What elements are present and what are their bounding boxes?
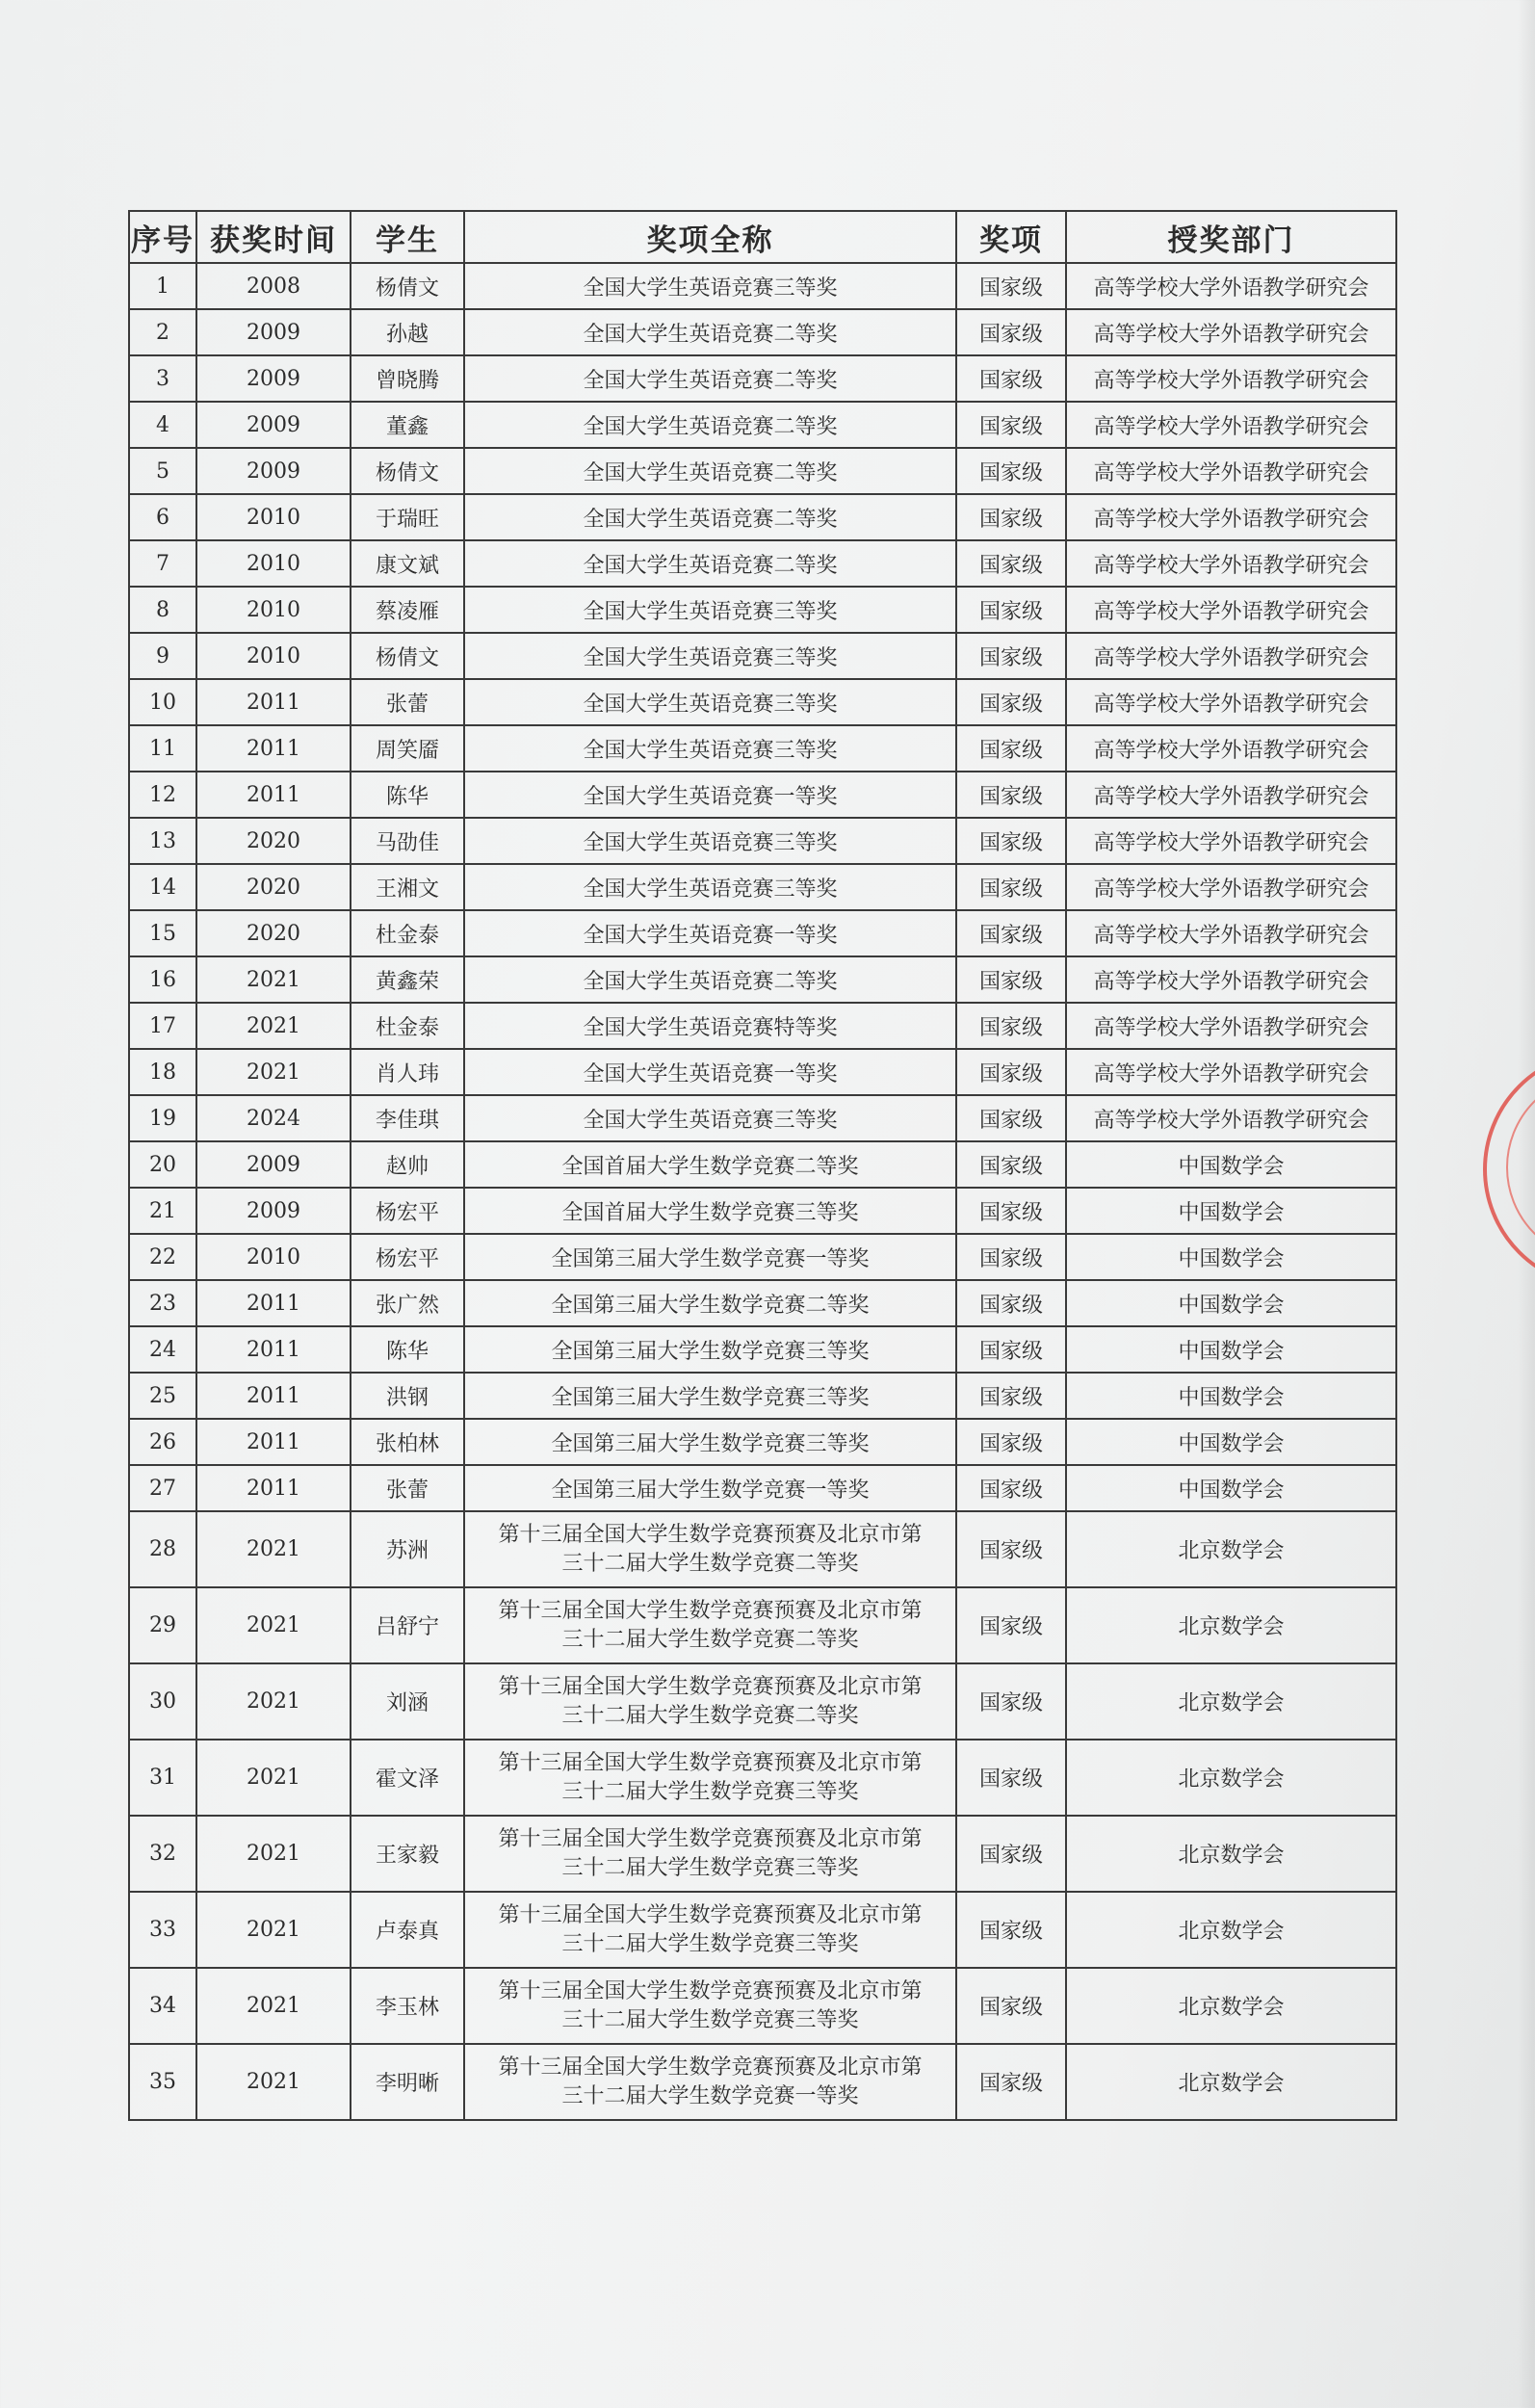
cell-no: 27: [129, 1465, 196, 1511]
cell-student: 董鑫: [351, 402, 464, 448]
cell-dept: 高等学校大学外语教学研究会: [1066, 494, 1396, 540]
cell-dept: 高等学校大学外语教学研究会: [1066, 1049, 1396, 1095]
award-line-2: 三十二届大学生数学竞赛一等奖: [561, 2083, 859, 2108]
cell-dept: 北京数学会: [1066, 1663, 1396, 1740]
cell-year: 2021: [196, 1049, 351, 1095]
cell-dept: 高等学校大学外语教学研究会: [1066, 309, 1396, 355]
table-row: [129, 263, 1396, 309]
cell-dept: 高等学校大学外语教学研究会: [1066, 402, 1396, 448]
cell-year: 2021: [196, 1892, 351, 1968]
table-row: [129, 910, 1396, 956]
cell-level: 国家级: [956, 910, 1066, 956]
cell-level: 国家级: [956, 818, 1066, 864]
cell-dept: 高等学校大学外语教学研究会: [1066, 633, 1396, 679]
cell-award: [464, 1816, 956, 1892]
cell-level: 国家级: [956, 1419, 1066, 1465]
cell-award: [464, 1892, 956, 1968]
red-seal-inner-ring: [1506, 1073, 1535, 1262]
table-row: [129, 1419, 1396, 1465]
cell-award: 全国大学生英语竞赛二等奖: [464, 355, 956, 402]
cell-year: 2021: [196, 1587, 351, 1663]
cell-level: 国家级: [956, 1465, 1066, 1511]
cell-student: 蔡凌雁: [351, 587, 464, 633]
cell-year: 2008: [196, 263, 351, 309]
award-line-1: 第十三届全国大学生数学竞赛预赛及北京市第: [498, 1598, 923, 1623]
award-line-2: 三十二届大学生数学竞赛二等奖: [561, 1551, 859, 1576]
cell-award: 全国大学生英语竞赛一等奖: [464, 910, 956, 956]
cell-dept: 中国数学会: [1066, 1373, 1396, 1419]
cell-no: 32: [129, 1816, 196, 1892]
table-row: [129, 1141, 1396, 1188]
cell-dept: 中国数学会: [1066, 1419, 1396, 1465]
cell-dept: 北京数学会: [1066, 1968, 1396, 2044]
cell-no: 11: [129, 725, 196, 772]
cell-award: 全国大学生英语竞赛三等奖: [464, 1095, 956, 1141]
cell-student: 李玉林: [351, 1968, 464, 2044]
cell-year: 2011: [196, 725, 351, 772]
cell-award: [464, 1511, 956, 1587]
cell-dept: 高等学校大学外语教学研究会: [1066, 725, 1396, 772]
cell-award: 全国第三届大学生数学竞赛一等奖: [464, 1234, 956, 1280]
cell-level: 国家级: [956, 1968, 1066, 2044]
cell-level: 国家级: [956, 1003, 1066, 1049]
cell-award: 全国大学生英语竞赛二等奖: [464, 540, 956, 587]
cell-year: 2021: [196, 1663, 351, 1740]
cell-level: 国家级: [956, 540, 1066, 587]
cell-award: 全国第三届大学生数学竞赛三等奖: [464, 1419, 956, 1465]
cell-year: 2020: [196, 910, 351, 956]
cell-award: 全国首届大学生数学竞赛二等奖: [464, 1141, 956, 1188]
table-row: [129, 1234, 1396, 1280]
red-seal-stamp: [1483, 1050, 1535, 1289]
cell-award: 全国大学生英语竞赛二等奖: [464, 448, 956, 494]
award-line-2: 三十二届大学生数学竞赛三等奖: [561, 1779, 859, 1804]
cell-level: 国家级: [956, 956, 1066, 1003]
cell-award: 全国大学生英语竞赛三等奖: [464, 587, 956, 633]
table-row: [129, 2044, 1396, 2120]
cell-student: 肖人玮: [351, 1049, 464, 1095]
cell-award: 全国大学生英语竞赛二等奖: [464, 956, 956, 1003]
cell-student: 杨倩文: [351, 448, 464, 494]
award-line-1: 第十三届全国大学生数学竞赛预赛及北京市第: [498, 1826, 923, 1851]
awards-table: [128, 210, 1397, 2121]
cell-no: 6: [129, 494, 196, 540]
cell-dept: 北京数学会: [1066, 1587, 1396, 1663]
cell-year: 2009: [196, 1188, 351, 1234]
cell-level: 国家级: [956, 448, 1066, 494]
cell-no: 26: [129, 1419, 196, 1465]
award-line-2: 三十二届大学生数学竞赛二等奖: [561, 1703, 859, 1728]
cell-no: 28: [129, 1511, 196, 1587]
cell-year: 2010: [196, 633, 351, 679]
cell-dept: 北京数学会: [1066, 2044, 1396, 2120]
cell-no: 34: [129, 1968, 196, 2044]
cell-award: [464, 1968, 956, 2044]
header-award-level: 奖项: [956, 211, 1066, 263]
cell-level: 国家级: [956, 1740, 1066, 1816]
award-line-2: 三十二届大学生数学竞赛三等奖: [561, 2007, 859, 2032]
table-row: [129, 1740, 1396, 1816]
cell-year: 2021: [196, 1968, 351, 2044]
cell-level: 国家级: [956, 1188, 1066, 1234]
cell-student: 陈华: [351, 1326, 464, 1373]
cell-year: 2009: [196, 355, 351, 402]
table-row: [129, 1892, 1396, 1968]
cell-award: 全国大学生英语竞赛三等奖: [464, 725, 956, 772]
header-row: [129, 211, 1396, 263]
cell-level: 国家级: [956, 1141, 1066, 1188]
table-row: [129, 1049, 1396, 1095]
cell-year: 2021: [196, 1816, 351, 1892]
header-student: 学生: [351, 211, 464, 263]
award-line-1: 第十三届全国大学生数学竞赛预赛及北京市第: [498, 1674, 923, 1699]
cell-no: 15: [129, 910, 196, 956]
cell-dept: 高等学校大学外语教学研究会: [1066, 864, 1396, 910]
cell-student: 卢泰真: [351, 1892, 464, 1968]
cell-student: 杜金泰: [351, 1003, 464, 1049]
cell-year: 2011: [196, 1373, 351, 1419]
cell-no: 3: [129, 355, 196, 402]
cell-no: 8: [129, 587, 196, 633]
table-row: [129, 1326, 1396, 1373]
cell-level: 国家级: [956, 1816, 1066, 1892]
cell-no: 24: [129, 1326, 196, 1373]
table-row: [129, 540, 1396, 587]
cell-no: 33: [129, 1892, 196, 1968]
cell-student: 张柏林: [351, 1419, 464, 1465]
cell-year: 2010: [196, 494, 351, 540]
cell-no: 4: [129, 402, 196, 448]
cell-level: 国家级: [956, 1049, 1066, 1095]
table-row: [129, 1587, 1396, 1663]
cell-no: 31: [129, 1740, 196, 1816]
cell-student: 黄鑫荣: [351, 956, 464, 1003]
cell-dept: 高等学校大学外语教学研究会: [1066, 1003, 1396, 1049]
cell-level: 国家级: [956, 864, 1066, 910]
cell-no: 1: [129, 263, 196, 309]
cell-dept: 高等学校大学外语教学研究会: [1066, 956, 1396, 1003]
table-body: [129, 263, 1396, 2120]
cell-student: 王家毅: [351, 1816, 464, 1892]
cell-student: 吕舒宁: [351, 1587, 464, 1663]
cell-level: 国家级: [956, 1234, 1066, 1280]
table-row: [129, 1663, 1396, 1740]
cell-year: 2021: [196, 956, 351, 1003]
cell-level: 国家级: [956, 1326, 1066, 1373]
cell-year: 2009: [196, 1141, 351, 1188]
cell-student: 杨宏平: [351, 1188, 464, 1234]
cell-award: 全国第三届大学生数学竞赛三等奖: [464, 1326, 956, 1373]
cell-year: 2010: [196, 540, 351, 587]
cell-award: 全国大学生英语竞赛一等奖: [464, 1049, 956, 1095]
cell-student: 李明晰: [351, 2044, 464, 2120]
cell-no: 9: [129, 633, 196, 679]
table-row: [129, 1095, 1396, 1141]
cell-level: 国家级: [956, 355, 1066, 402]
cell-dept: 中国数学会: [1066, 1465, 1396, 1511]
cell-year: 2009: [196, 402, 351, 448]
cell-dept: 北京数学会: [1066, 1511, 1396, 1587]
cell-year: 2011: [196, 772, 351, 818]
cell-student: 于瑞旺: [351, 494, 464, 540]
cell-no: 21: [129, 1188, 196, 1234]
cell-level: 国家级: [956, 1663, 1066, 1740]
cell-year: 2021: [196, 1511, 351, 1587]
award-line-2: 三十二届大学生数学竞赛二等奖: [561, 1627, 859, 1652]
cell-student: 刘涵: [351, 1663, 464, 1740]
cell-student: 康文斌: [351, 540, 464, 587]
cell-no: 23: [129, 1280, 196, 1326]
cell-dept: 高等学校大学外语教学研究会: [1066, 540, 1396, 587]
cell-no: 5: [129, 448, 196, 494]
cell-level: 国家级: [956, 1892, 1066, 1968]
table-row: [129, 309, 1396, 355]
cell-year: 2011: [196, 1419, 351, 1465]
cell-student: 苏洲: [351, 1511, 464, 1587]
cell-award: [464, 1587, 956, 1663]
cell-level: 国家级: [956, 402, 1066, 448]
cell-level: 国家级: [956, 494, 1066, 540]
cell-dept: 中国数学会: [1066, 1188, 1396, 1234]
cell-year: 2011: [196, 679, 351, 725]
cell-year: 2009: [196, 448, 351, 494]
cell-no: 18: [129, 1049, 196, 1095]
table-row: [129, 1003, 1396, 1049]
cell-dept: 高等学校大学外语教学研究会: [1066, 910, 1396, 956]
cell-dept: 高等学校大学外语教学研究会: [1066, 448, 1396, 494]
table-row: [129, 1465, 1396, 1511]
cell-no: 30: [129, 1663, 196, 1740]
cell-student: 马劭佳: [351, 818, 464, 864]
cell-award: 全国首届大学生数学竞赛三等奖: [464, 1188, 956, 1234]
cell-year: 2021: [196, 2044, 351, 2120]
award-line-1: 第十三届全国大学生数学竞赛预赛及北京市第: [498, 1750, 923, 1775]
cell-level: 国家级: [956, 263, 1066, 309]
cell-student: 曾晓腾: [351, 355, 464, 402]
cell-year: 2020: [196, 818, 351, 864]
cell-level: 国家级: [956, 587, 1066, 633]
cell-dept: 北京数学会: [1066, 1892, 1396, 1968]
cell-year: 2011: [196, 1465, 351, 1511]
cell-year: 2010: [196, 1234, 351, 1280]
cell-no: 10: [129, 679, 196, 725]
cell-no: 22: [129, 1234, 196, 1280]
cell-award: 全国大学生英语竞赛三等奖: [464, 633, 956, 679]
cell-award: 全国大学生英语竞赛三等奖: [464, 818, 956, 864]
cell-year: 2020: [196, 864, 351, 910]
cell-dept: 高等学校大学外语教学研究会: [1066, 587, 1396, 633]
cell-dept: 中国数学会: [1066, 1280, 1396, 1326]
cell-award: 全国大学生英语竞赛三等奖: [464, 679, 956, 725]
cell-level: 国家级: [956, 772, 1066, 818]
cell-student: 杜金泰: [351, 910, 464, 956]
cell-award: [464, 1663, 956, 1740]
cell-dept: 高等学校大学外语教学研究会: [1066, 263, 1396, 309]
cell-no: 13: [129, 818, 196, 864]
award-line-2: 三十二届大学生数学竞赛三等奖: [561, 1855, 859, 1880]
cell-dept: 高等学校大学外语教学研究会: [1066, 355, 1396, 402]
cell-no: 35: [129, 2044, 196, 2120]
cell-award: 全国大学生英语竞赛三等奖: [464, 263, 956, 309]
cell-student: 王湘文: [351, 864, 464, 910]
header-awarding-dept: 授奖部门: [1066, 211, 1396, 263]
header-award-full-name: 奖项全称: [464, 211, 956, 263]
table-row: [129, 1188, 1396, 1234]
cell-student: 霍文泽: [351, 1740, 464, 1816]
cell-student: 张蕾: [351, 679, 464, 725]
cell-level: 国家级: [956, 1095, 1066, 1141]
cell-dept: 中国数学会: [1066, 1234, 1396, 1280]
cell-award: 全国大学生英语竞赛特等奖: [464, 1003, 956, 1049]
cell-award: 全国第三届大学生数学竞赛三等奖: [464, 1373, 956, 1419]
cell-award: 全国大学生英语竞赛二等奖: [464, 309, 956, 355]
award-line-1: 第十三届全国大学生数学竞赛预赛及北京市第: [498, 1978, 923, 2003]
cell-award: 全国大学生英语竞赛二等奖: [464, 402, 956, 448]
cell-student: 张蕾: [351, 1465, 464, 1511]
cell-no: 16: [129, 956, 196, 1003]
cell-no: 19: [129, 1095, 196, 1141]
cell-year: 2011: [196, 1326, 351, 1373]
cell-award: 全国大学生英语竞赛二等奖: [464, 494, 956, 540]
award-line-1: 第十三届全国大学生数学竞赛预赛及北京市第: [498, 1522, 923, 1547]
cell-level: 国家级: [956, 633, 1066, 679]
cell-level: 国家级: [956, 1373, 1066, 1419]
cell-no: 7: [129, 540, 196, 587]
cell-dept: 高等学校大学外语教学研究会: [1066, 772, 1396, 818]
cell-student: 杨倩文: [351, 263, 464, 309]
cell-dept: 中国数学会: [1066, 1326, 1396, 1373]
cell-year: 2010: [196, 587, 351, 633]
table-row: [129, 587, 1396, 633]
award-line-1: 第十三届全国大学生数学竞赛预赛及北京市第: [498, 1902, 923, 1927]
table-row: [129, 725, 1396, 772]
cell-year: 2011: [196, 1280, 351, 1326]
cell-award: 全国第三届大学生数学竞赛一等奖: [464, 1465, 956, 1511]
cell-award: 全国大学生英语竞赛三等奖: [464, 864, 956, 910]
cell-no: 2: [129, 309, 196, 355]
table-row: [129, 1373, 1396, 1419]
cell-student: 杨宏平: [351, 1234, 464, 1280]
table-row: [129, 864, 1396, 910]
cell-student: 李佳琪: [351, 1095, 464, 1141]
cell-no: 12: [129, 772, 196, 818]
cell-no: 20: [129, 1141, 196, 1188]
cell-student: 杨倩文: [351, 633, 464, 679]
table-row: [129, 1816, 1396, 1892]
table-row: [129, 494, 1396, 540]
cell-no: 29: [129, 1587, 196, 1663]
cell-level: 国家级: [956, 679, 1066, 725]
cell-level: 国家级: [956, 1511, 1066, 1587]
cell-no: 14: [129, 864, 196, 910]
cell-student: 孙越: [351, 309, 464, 355]
cell-dept: 中国数学会: [1066, 1141, 1396, 1188]
table-row: [129, 1968, 1396, 2044]
cell-year: 2009: [196, 309, 351, 355]
cell-dept: 高等学校大学外语教学研究会: [1066, 679, 1396, 725]
table-row: [129, 956, 1396, 1003]
table-row: [129, 633, 1396, 679]
cell-no: 25: [129, 1373, 196, 1419]
table-row: [129, 679, 1396, 725]
table-row: [129, 448, 1396, 494]
cell-award: [464, 1740, 956, 1816]
cell-dept: 高等学校大学外语教学研究会: [1066, 818, 1396, 864]
header-year: 获奖时间: [196, 211, 351, 263]
cell-no: 17: [129, 1003, 196, 1049]
cell-year: 2021: [196, 1740, 351, 1816]
cell-level: 国家级: [956, 2044, 1066, 2120]
cell-year: 2021: [196, 1003, 351, 1049]
cell-dept: 高等学校大学外语教学研究会: [1066, 1095, 1396, 1141]
cell-student: 陈华: [351, 772, 464, 818]
cell-level: 国家级: [956, 1587, 1066, 1663]
cell-student: 洪钢: [351, 1373, 464, 1419]
cell-student: 赵帅: [351, 1141, 464, 1188]
cell-level: 国家级: [956, 309, 1066, 355]
table-row: [129, 1280, 1396, 1326]
cell-level: 国家级: [956, 725, 1066, 772]
cell-student: 周笑靥: [351, 725, 464, 772]
cell-level: 国家级: [956, 1280, 1066, 1326]
cell-award: 全国第三届大学生数学竞赛二等奖: [464, 1280, 956, 1326]
table-row: [129, 818, 1396, 864]
cell-award: 全国大学生英语竞赛一等奖: [464, 772, 956, 818]
header-no: 序号: [129, 211, 196, 263]
cell-dept: 北京数学会: [1066, 1816, 1396, 1892]
table-row: [129, 355, 1396, 402]
cell-year: 2024: [196, 1095, 351, 1141]
award-line-2: 三十二届大学生数学竞赛三等奖: [561, 1931, 859, 1956]
cell-student: 张广然: [351, 1280, 464, 1326]
cell-dept: 北京数学会: [1066, 1740, 1396, 1816]
table-row: [129, 1511, 1396, 1587]
award-line-1: 第十三届全国大学生数学竞赛预赛及北京市第: [498, 2055, 923, 2080]
table-row: [129, 402, 1396, 448]
cell-award: [464, 2044, 956, 2120]
table-row: [129, 772, 1396, 818]
